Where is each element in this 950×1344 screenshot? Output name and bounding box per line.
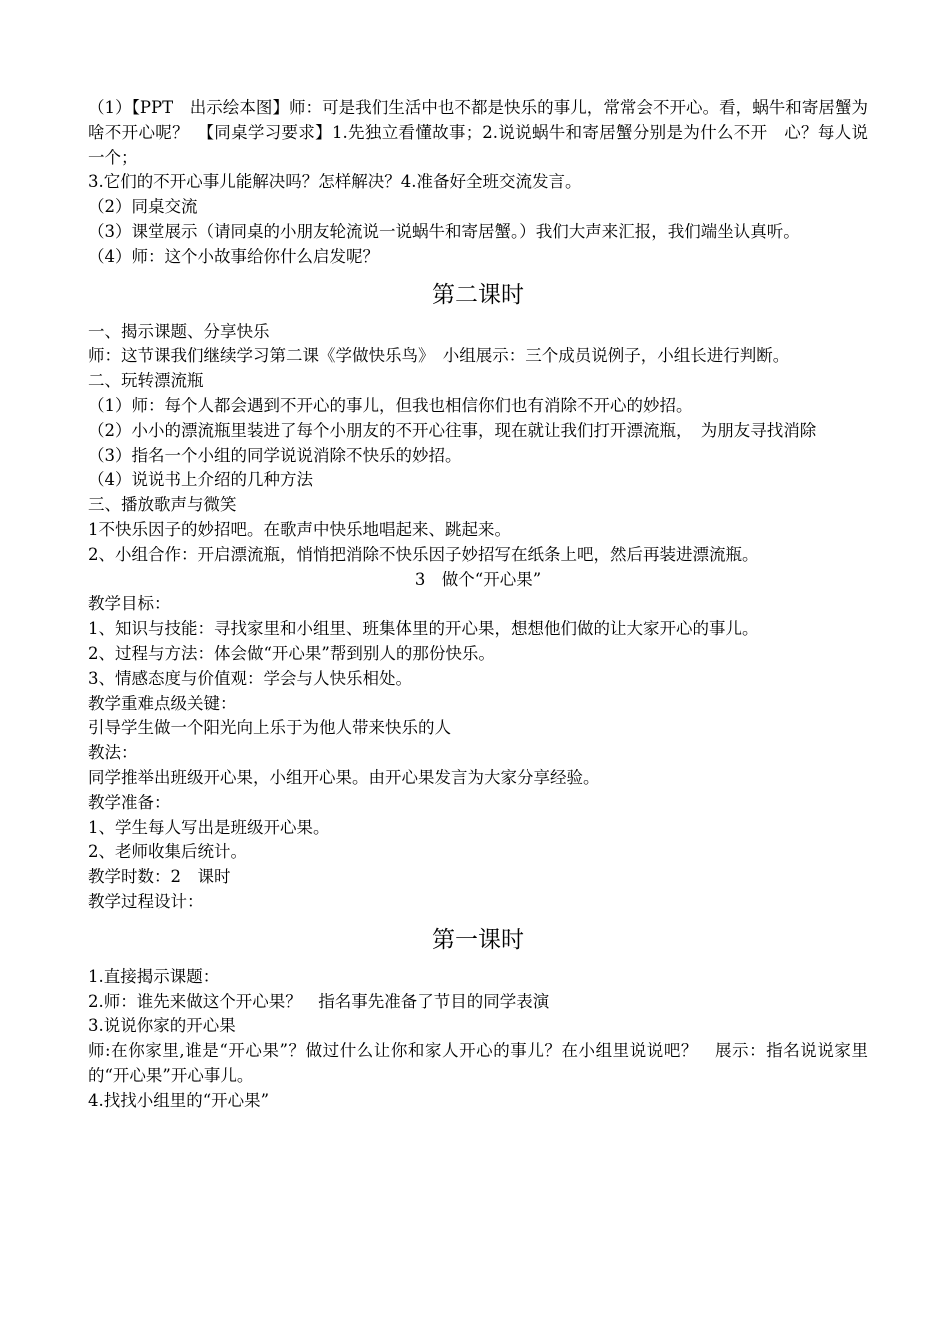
- paragraph: （2）小小的漂流瓶里装进了每个小朋友的不开心往事，现在就让我们打开漂流瓶， 为朋友寻找消除: [88, 420, 817, 440]
- paragraph: 三、播放歌声与微笑: [88, 495, 237, 515]
- paragraph: （2）同桌交流: [88, 197, 198, 217]
- paragraph: 2、过程与方法：体会做“开心果”帮到别人的那份快乐。: [88, 643, 495, 663]
- paragraph: 2、老师收集后统计。: [88, 842, 247, 862]
- paragraph: 师：这节课我们继续学习第二课《学做快乐鸟》 小组展示：三个成员说例子，小组长进行判断。: [88, 346, 790, 366]
- paragraph: 2.师：谁先来做这个开心果？ 指名事先准备了节目的同学表演: [88, 991, 550, 1011]
- paragraph: 2、小组合作：开启漂流瓶，悄悄把消除不快乐因子妙招写在纸条上吧，然后再装进漂流瓶。: [88, 544, 759, 564]
- paragraph: 教学时数：2 课时: [88, 867, 231, 887]
- paragraph: 一、揭示课题、分享快乐: [88, 321, 270, 341]
- paragraph: （4）说说书上介绍的几种方法: [88, 470, 313, 490]
- section-lesson-plan: [88, 592, 868, 914]
- paragraph: 引导学生做一个阳光向上乐于为他人带来快乐的人: [88, 718, 451, 738]
- paragraph: （1）师：每个人都会遇到不开心的事儿，但我也相信你们也有消除不开心的妙招。: [88, 395, 693, 415]
- paragraph: 4.找找小组里的“开心果”: [88, 1090, 270, 1110]
- paragraph: 教学目标：: [88, 594, 171, 614]
- paragraph: 1.直接揭示课题：: [88, 966, 220, 986]
- paragraph: 3.说说你家的开心果: [88, 1016, 236, 1036]
- heading-second-lesson: 第二课时: [432, 281, 524, 308]
- paragraph: 教学准备：: [88, 792, 171, 812]
- section-first-lesson-cont: [88, 96, 868, 270]
- paragraph: 1、学生每人写出是班级开心果。: [88, 817, 330, 837]
- paragraph: 1不快乐因子的妙招吧。在歌声中快乐地唱起来、跳起来。: [88, 519, 511, 539]
- heading-first-lesson: 第一课时: [432, 926, 524, 953]
- paragraph: 同学推举出班级开心果，小组开心果。由开心果发言为大家分享经验。: [88, 767, 600, 787]
- section-first-lesson: [88, 965, 868, 1114]
- lesson-title: 3 做个“开心果”: [414, 569, 542, 589]
- paragraph: 教学重难点级关键：: [88, 693, 237, 713]
- paragraph: 教法：: [88, 743, 138, 763]
- document-page: [88, 96, 868, 1113]
- paragraph: 3、情感态度与价值观：学会与人快乐相处。: [88, 668, 412, 688]
- paragraph: 师:在你家里,谁是“开心果”？做过什么让你和家人开心的事儿？在小组里说说吧？ 展示：指名说说家里的“开心果”开心事儿。: [88, 1041, 868, 1085]
- paragraph: （3）指名一个小组的同学说说消除不快乐的妙招。: [88, 445, 462, 465]
- paragraph: （3）课堂展示（请同桌的小朋友轮流说一说蜗牛和寄居蟹。）我们大声来汇报，我们端坐认真听。: [88, 221, 800, 241]
- section-second-lesson: [88, 320, 868, 568]
- paragraph: 教学过程设计：: [88, 891, 204, 911]
- paragraph: （4）师：这个小故事给你什么启发呢？: [88, 246, 379, 266]
- paragraph: 二、玩转漂流瓶: [88, 371, 204, 391]
- paragraph: 1、知识与技能：寻找家里和小组里、班集体里的开心果，想想他们做的让大家开心的事儿。: [88, 619, 759, 639]
- paragraph: 3.它们的不开心事儿能解决吗？怎样解决？4.准备好全班交流发言。: [88, 172, 582, 192]
- paragraph: （1）【PPT 出示绘本图】师：可是我们生活中也不都是快乐的事儿，常常会不开心。看，蜗牛和寄居蟹为啥不开心呢？ 【同桌学习要求】1.先独立看懂故事；2.说说蜗牛和寄居蟹分别是为什么不开 心？每人说一个；: [88, 98, 868, 167]
